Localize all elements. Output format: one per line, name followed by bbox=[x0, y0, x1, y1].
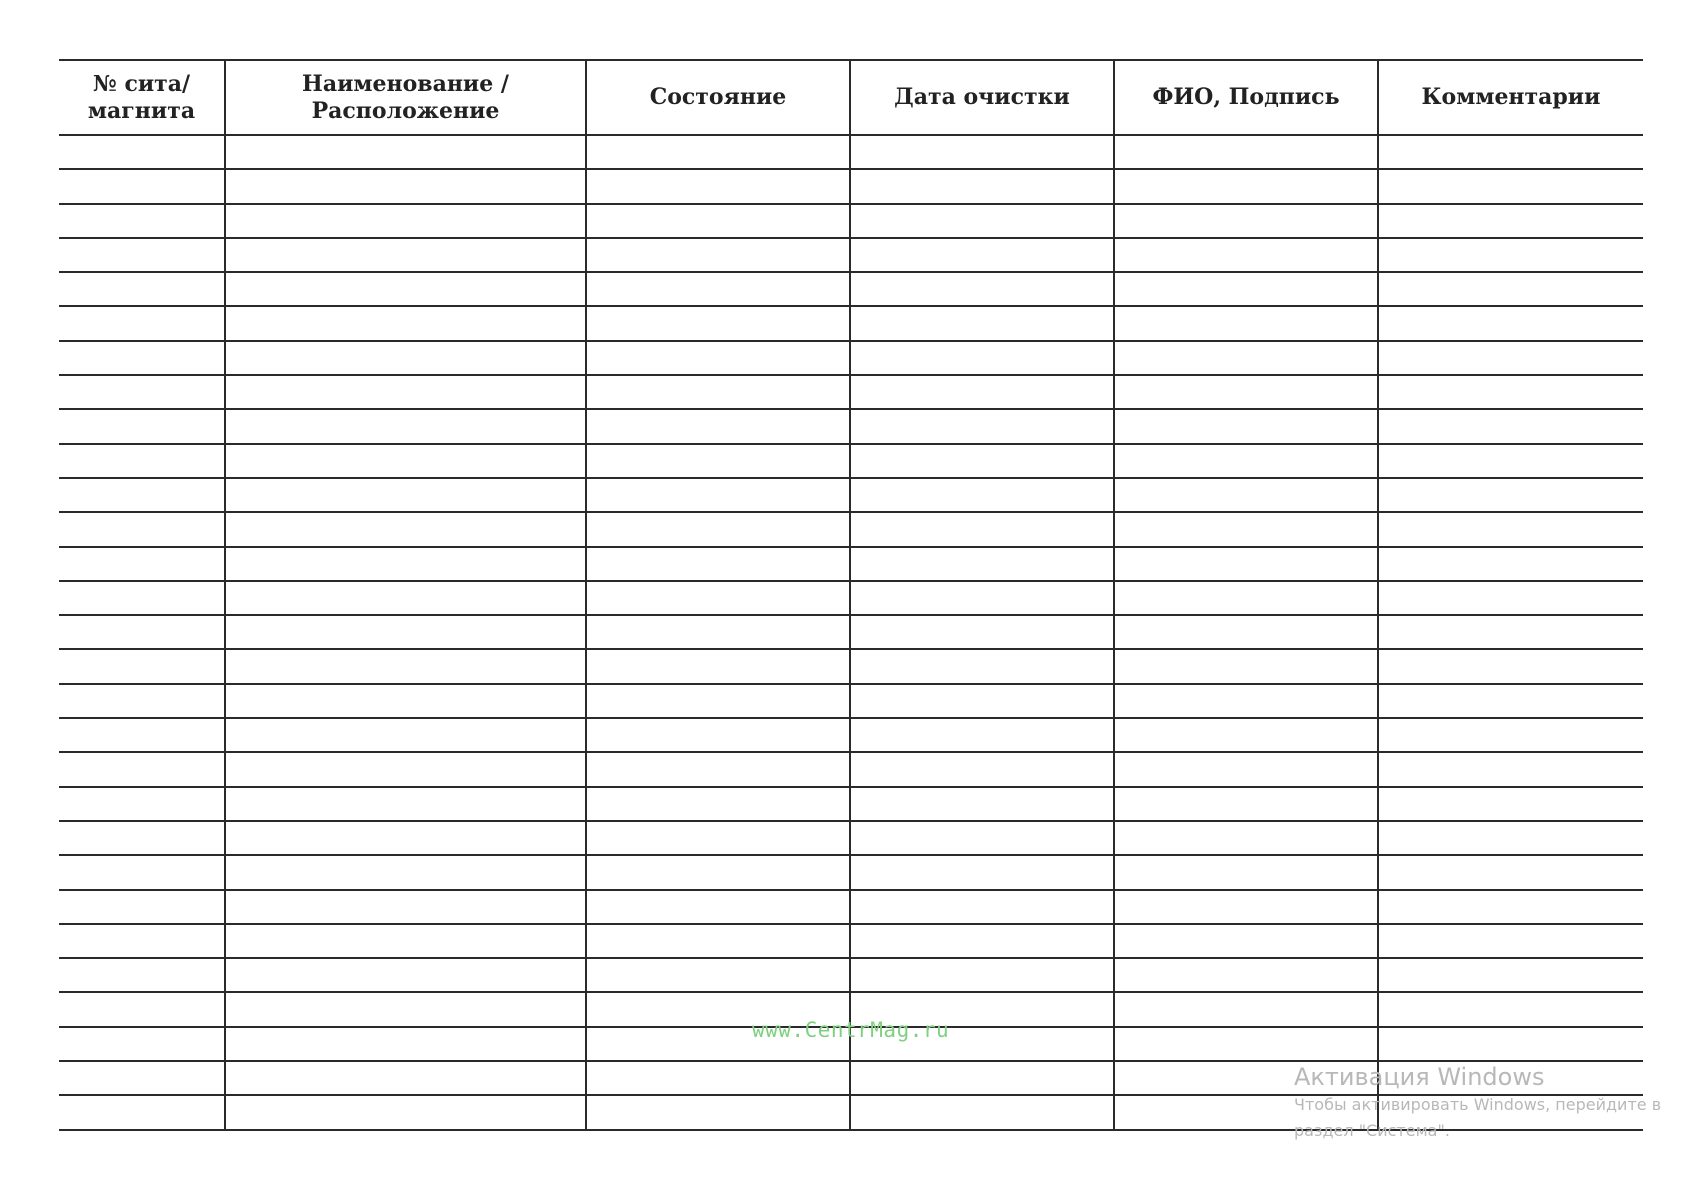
table-row bbox=[59, 478, 1643, 512]
table-header-row bbox=[59, 60, 1643, 135]
name-signature-cell[interactable] bbox=[1114, 615, 1378, 649]
comments-cell[interactable] bbox=[1378, 375, 1643, 409]
comments-cell[interactable] bbox=[1378, 752, 1643, 786]
cleaning-date-cell[interactable] bbox=[850, 272, 1114, 306]
name-location-cell[interactable] bbox=[225, 684, 586, 718]
name-location-cell[interactable] bbox=[225, 409, 586, 443]
sieve-number-cell[interactable] bbox=[59, 924, 225, 958]
table-row bbox=[59, 341, 1643, 375]
name-location-cell[interactable] bbox=[225, 992, 586, 1026]
condition-cell[interactable] bbox=[586, 649, 850, 683]
condition-cell[interactable] bbox=[586, 890, 850, 924]
name-signature-cell[interactable] bbox=[1114, 649, 1378, 683]
table-row bbox=[59, 306, 1643, 340]
name-location-cell[interactable] bbox=[225, 272, 586, 306]
comments-cell[interactable] bbox=[1378, 684, 1643, 718]
name-signature-cell[interactable] bbox=[1114, 992, 1378, 1026]
cleaning-date-cell[interactable] bbox=[850, 752, 1114, 786]
condition-cell[interactable] bbox=[586, 752, 850, 786]
sieve-number-cell[interactable] bbox=[59, 787, 225, 821]
name-signature-cell[interactable] bbox=[1114, 924, 1378, 958]
table-row bbox=[59, 409, 1643, 443]
condition-cell[interactable] bbox=[586, 684, 850, 718]
sieve-number-cell[interactable] bbox=[59, 272, 225, 306]
comments-cell[interactable] bbox=[1378, 581, 1643, 615]
header-cleaning-date: Дата очистки bbox=[850, 60, 1114, 135]
sieve-number-cell[interactable] bbox=[59, 204, 225, 238]
sieve-number-cell[interactable] bbox=[59, 512, 225, 546]
sieve-number-cell[interactable] bbox=[59, 855, 225, 889]
name-location-cell[interactable] bbox=[225, 478, 586, 512]
cleaning-date-cell[interactable] bbox=[850, 821, 1114, 855]
cleaning-date-cell[interactable] bbox=[850, 375, 1114, 409]
comments-cell[interactable] bbox=[1378, 478, 1643, 512]
name-location-cell[interactable] bbox=[225, 958, 586, 992]
cleaning-date-cell[interactable] bbox=[850, 478, 1114, 512]
condition-cell[interactable] bbox=[586, 272, 850, 306]
sieve-number-cell[interactable] bbox=[59, 238, 225, 272]
name-location-cell[interactable] bbox=[225, 375, 586, 409]
name-signature-cell[interactable] bbox=[1114, 272, 1378, 306]
name-signature-cell[interactable] bbox=[1114, 341, 1378, 375]
comments-cell[interactable] bbox=[1378, 238, 1643, 272]
condition-cell[interactable] bbox=[586, 169, 850, 203]
name-location-cell[interactable] bbox=[225, 1061, 586, 1095]
name-signature-cell[interactable] bbox=[1114, 958, 1378, 992]
name-location-cell[interactable] bbox=[225, 615, 586, 649]
name-signature-cell[interactable] bbox=[1114, 1027, 1378, 1061]
cleaning-date-cell[interactable] bbox=[850, 890, 1114, 924]
name-location-cell[interactable] bbox=[225, 512, 586, 546]
cleaning-log-table bbox=[59, 59, 1643, 1131]
name-signature-cell[interactable] bbox=[1114, 238, 1378, 272]
name-location-cell[interactable] bbox=[225, 547, 586, 581]
comments-cell[interactable] bbox=[1378, 272, 1643, 306]
condition-cell[interactable] bbox=[586, 409, 850, 443]
table-row bbox=[59, 204, 1643, 238]
table-row bbox=[59, 444, 1643, 478]
name-location-cell[interactable] bbox=[225, 169, 586, 203]
condition-cell[interactable] bbox=[586, 238, 850, 272]
comments-cell[interactable] bbox=[1378, 924, 1643, 958]
site-watermark: www.CentrMag.ru bbox=[752, 1018, 950, 1042]
condition-cell[interactable] bbox=[586, 444, 850, 478]
sieve-number-cell[interactable] bbox=[59, 992, 225, 1026]
table-row bbox=[59, 272, 1643, 306]
sieve-number-cell[interactable] bbox=[59, 409, 225, 443]
comments-cell[interactable] bbox=[1378, 958, 1643, 992]
comments-cell[interactable] bbox=[1378, 135, 1643, 169]
name-signature-cell[interactable] bbox=[1114, 787, 1378, 821]
name-location-cell[interactable] bbox=[225, 444, 586, 478]
condition-cell[interactable] bbox=[586, 512, 850, 546]
sieve-number-cell[interactable] bbox=[59, 1095, 225, 1129]
header-sieve-number: № сита/ магнита bbox=[59, 60, 225, 135]
name-signature-cell[interactable] bbox=[1114, 547, 1378, 581]
table-row bbox=[59, 787, 1643, 821]
cleaning-date-cell[interactable] bbox=[850, 306, 1114, 340]
activation-line-1: Чтобы активировать Windows, перейдите в bbox=[1294, 1095, 1662, 1114]
cleaning-date-cell[interactable] bbox=[850, 855, 1114, 889]
comments-cell[interactable] bbox=[1378, 649, 1643, 683]
comments-cell[interactable] bbox=[1378, 855, 1643, 889]
name-signature-cell[interactable] bbox=[1114, 752, 1378, 786]
name-location-cell[interactable] bbox=[225, 787, 586, 821]
condition-cell[interactable] bbox=[586, 615, 850, 649]
cleaning-date-cell[interactable] bbox=[850, 135, 1114, 169]
comments-cell[interactable] bbox=[1378, 615, 1643, 649]
header-name-signature: ФИО, Подпись bbox=[1114, 60, 1378, 135]
sieve-number-cell[interactable] bbox=[59, 718, 225, 752]
cleaning-date-cell[interactable] bbox=[850, 581, 1114, 615]
table-row bbox=[59, 718, 1643, 752]
comments-cell[interactable] bbox=[1378, 890, 1643, 924]
name-signature-cell[interactable] bbox=[1114, 375, 1378, 409]
sieve-number-cell[interactable] bbox=[59, 1061, 225, 1095]
sieve-number-cell[interactable] bbox=[59, 615, 225, 649]
condition-cell[interactable] bbox=[586, 821, 850, 855]
cleaning-date-cell[interactable] bbox=[850, 512, 1114, 546]
sieve-number-cell[interactable] bbox=[59, 1027, 225, 1061]
table-row bbox=[59, 890, 1643, 924]
condition-cell[interactable] bbox=[586, 924, 850, 958]
comments-cell[interactable] bbox=[1378, 444, 1643, 478]
cleaning-date-cell[interactable] bbox=[850, 718, 1114, 752]
name-signature-cell[interactable] bbox=[1114, 821, 1378, 855]
sieve-number-cell[interactable] bbox=[59, 821, 225, 855]
condition-cell[interactable] bbox=[586, 547, 850, 581]
name-location-cell[interactable] bbox=[225, 821, 586, 855]
sieve-number-cell[interactable] bbox=[59, 752, 225, 786]
table-row bbox=[59, 169, 1643, 203]
name-location-cell[interactable] bbox=[225, 924, 586, 958]
condition-cell[interactable] bbox=[586, 581, 850, 615]
condition-cell[interactable] bbox=[586, 855, 850, 889]
comments-cell[interactable] bbox=[1378, 204, 1643, 238]
sieve-number-cell[interactable] bbox=[59, 341, 225, 375]
cleaning-date-cell[interactable] bbox=[850, 547, 1114, 581]
comments-cell[interactable] bbox=[1378, 409, 1643, 443]
comments-cell[interactable] bbox=[1378, 992, 1643, 1026]
name-location-cell[interactable] bbox=[225, 649, 586, 683]
condition-cell[interactable] bbox=[586, 341, 850, 375]
name-location-cell[interactable] bbox=[225, 238, 586, 272]
table-body bbox=[59, 135, 1643, 1130]
table-row bbox=[59, 752, 1643, 786]
cleaning-date-cell[interactable] bbox=[850, 924, 1114, 958]
name-location-cell[interactable] bbox=[225, 581, 586, 615]
name-signature-cell[interactable] bbox=[1114, 135, 1378, 169]
name-location-cell[interactable] bbox=[225, 855, 586, 889]
condition-cell[interactable] bbox=[586, 375, 850, 409]
condition-cell[interactable] bbox=[586, 1095, 850, 1129]
cleaning-date-cell[interactable] bbox=[850, 204, 1114, 238]
cleaning-date-cell[interactable] bbox=[850, 684, 1114, 718]
name-location-cell[interactable] bbox=[225, 1095, 586, 1129]
comments-cell[interactable] bbox=[1378, 718, 1643, 752]
sieve-number-cell[interactable] bbox=[59, 581, 225, 615]
condition-cell[interactable] bbox=[586, 478, 850, 512]
sieve-number-cell[interactable] bbox=[59, 649, 225, 683]
condition-cell[interactable] bbox=[586, 1061, 850, 1095]
table-row bbox=[59, 375, 1643, 409]
condition-cell[interactable] bbox=[586, 958, 850, 992]
name-location-cell[interactable] bbox=[225, 341, 586, 375]
name-signature-cell[interactable] bbox=[1114, 512, 1378, 546]
name-signature-cell[interactable] bbox=[1114, 478, 1378, 512]
table-row bbox=[59, 547, 1643, 581]
comments-cell[interactable] bbox=[1378, 1027, 1643, 1061]
cleaning-date-cell[interactable] bbox=[850, 169, 1114, 203]
name-signature-cell[interactable] bbox=[1114, 306, 1378, 340]
comments-cell[interactable] bbox=[1378, 306, 1643, 340]
sieve-number-cell[interactable] bbox=[59, 890, 225, 924]
sieve-number-cell[interactable] bbox=[59, 135, 225, 169]
name-signature-cell[interactable] bbox=[1114, 581, 1378, 615]
comments-cell[interactable] bbox=[1378, 787, 1643, 821]
comments-cell[interactable] bbox=[1378, 341, 1643, 375]
name-signature-cell[interactable] bbox=[1114, 204, 1378, 238]
table-row bbox=[59, 238, 1643, 272]
cleaning-date-cell[interactable] bbox=[850, 649, 1114, 683]
comments-cell[interactable] bbox=[1378, 169, 1643, 203]
name-signature-cell[interactable] bbox=[1114, 169, 1378, 203]
activation-line-2: раздел "Система". bbox=[1294, 1121, 1450, 1140]
name-location-cell[interactable] bbox=[225, 306, 586, 340]
cleaning-date-cell[interactable] bbox=[850, 1095, 1114, 1129]
header-comments: Комментарии bbox=[1378, 60, 1643, 135]
condition-cell[interactable] bbox=[586, 787, 850, 821]
name-signature-cell[interactable] bbox=[1114, 890, 1378, 924]
name-location-cell[interactable] bbox=[225, 718, 586, 752]
sieve-number-cell[interactable] bbox=[59, 169, 225, 203]
header-condition: Состояние bbox=[586, 60, 850, 135]
sieve-number-cell[interactable] bbox=[59, 684, 225, 718]
cleaning-date-cell[interactable] bbox=[850, 238, 1114, 272]
activation-title: Активация Windows bbox=[1294, 1063, 1545, 1091]
cleaning-date-cell[interactable] bbox=[850, 444, 1114, 478]
name-signature-cell[interactable] bbox=[1114, 855, 1378, 889]
table-row bbox=[59, 855, 1643, 889]
sieve-number-cell[interactable] bbox=[59, 478, 225, 512]
name-location-cell[interactable] bbox=[225, 204, 586, 238]
name-location-cell[interactable] bbox=[225, 135, 586, 169]
cleaning-date-cell[interactable] bbox=[850, 615, 1114, 649]
sieve-number-cell[interactable] bbox=[59, 306, 225, 340]
name-location-cell[interactable] bbox=[225, 752, 586, 786]
table-row bbox=[59, 581, 1643, 615]
cleaning-date-cell[interactable] bbox=[850, 958, 1114, 992]
table-row bbox=[59, 135, 1643, 169]
table-row bbox=[59, 684, 1643, 718]
comments-cell[interactable] bbox=[1378, 512, 1643, 546]
sieve-number-cell[interactable] bbox=[59, 375, 225, 409]
name-signature-cell[interactable] bbox=[1114, 684, 1378, 718]
table-row bbox=[59, 958, 1643, 992]
sieve-number-cell[interactable] bbox=[59, 958, 225, 992]
windows-activation-notice bbox=[1294, 1062, 1661, 1144]
comments-cell[interactable] bbox=[1378, 821, 1643, 855]
name-location-cell[interactable] bbox=[225, 890, 586, 924]
table-row bbox=[59, 512, 1643, 546]
name-signature-cell[interactable] bbox=[1114, 409, 1378, 443]
header-name-location: Наименование / Расположение bbox=[225, 60, 586, 135]
name-location-cell[interactable] bbox=[225, 1027, 586, 1061]
table-row bbox=[59, 924, 1643, 958]
sieve-number-cell[interactable] bbox=[59, 547, 225, 581]
cleaning-date-cell[interactable] bbox=[850, 341, 1114, 375]
condition-cell[interactable] bbox=[586, 135, 850, 169]
name-signature-cell[interactable] bbox=[1114, 444, 1378, 478]
condition-cell[interactable] bbox=[586, 306, 850, 340]
table-row bbox=[59, 615, 1643, 649]
comments-cell[interactable] bbox=[1378, 547, 1643, 581]
condition-cell[interactable] bbox=[586, 204, 850, 238]
cleaning-date-cell[interactable] bbox=[850, 1061, 1114, 1095]
cleaning-date-cell[interactable] bbox=[850, 409, 1114, 443]
name-signature-cell[interactable] bbox=[1114, 718, 1378, 752]
table-row bbox=[59, 821, 1643, 855]
condition-cell[interactable] bbox=[586, 718, 850, 752]
sieve-number-cell[interactable] bbox=[59, 444, 225, 478]
cleaning-date-cell[interactable] bbox=[850, 787, 1114, 821]
table-row bbox=[59, 649, 1643, 683]
